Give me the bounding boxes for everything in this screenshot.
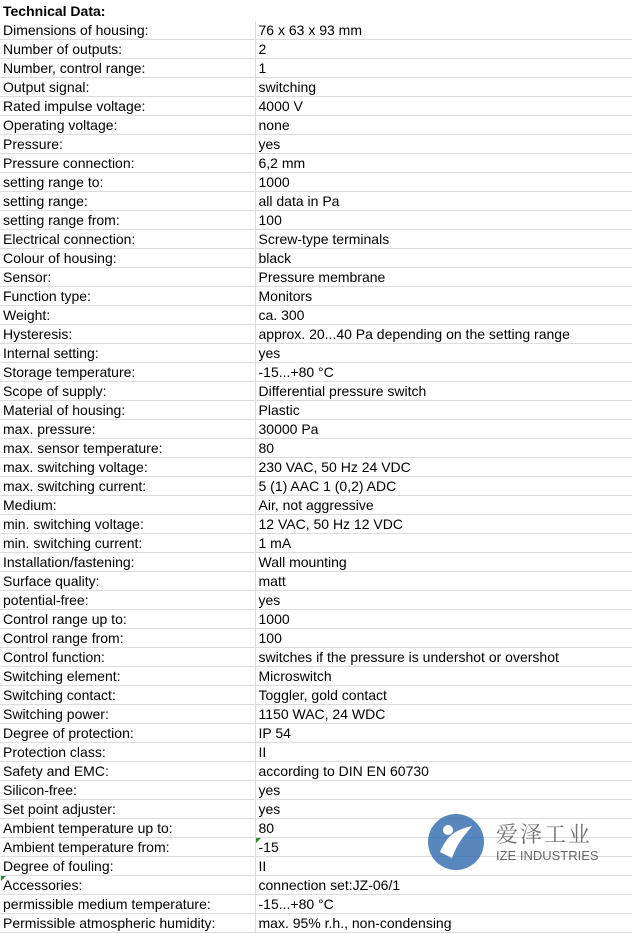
spec-value: 76 x 63 x 93 mm [255,21,632,40]
spec-label: Accessories: [0,876,255,895]
spec-row [0,306,632,325]
spec-label: Switching power: [0,705,255,724]
spec-label: potential-free: [0,591,255,610]
spec-value: 1150 WAC, 24 WDC [255,705,632,724]
spec-value: IP 54 [255,724,632,743]
spec-row [0,97,632,116]
spec-row [0,914,632,933]
spec-label: Pressure connection: [0,154,255,173]
spec-row [0,78,632,97]
spec-label: Hysteresis: [0,325,255,344]
spec-label: Output signal: [0,78,255,97]
spec-row [0,249,632,268]
spec-label: Electrical connection: [0,230,255,249]
spec-label: Silicon-free: [0,781,255,800]
watermark-cn-text: 爱泽工业 [496,823,593,848]
spec-value: according to DIN EN 60730 [255,762,632,781]
spec-row [0,781,632,800]
spec-label: Set point adjuster: [0,800,255,819]
spec-value: 6,2 mm [255,154,632,173]
spec-label: Pressure: [0,135,255,154]
spec-row [0,40,632,59]
spec-row [0,648,632,667]
spec-row [0,420,632,439]
spec-label: Storage temperature: [0,363,255,382]
spec-label: Operating voltage: [0,116,255,135]
spec-label: Rated impulse voltage: [0,97,255,116]
spec-value: 100 [255,629,632,648]
spec-row [0,477,632,496]
spec-row [0,116,632,135]
spec-row [0,572,632,591]
spec-value: approx. 20...40 Pa depending on the setting range [255,325,632,344]
spec-row [0,192,632,211]
spec-label: Weight: [0,306,255,325]
spec-label: Installation/fastening: [0,553,255,572]
spec-row [0,743,632,762]
spec-row [0,344,632,363]
spec-row [0,401,632,420]
spec-value: Plastic [255,401,632,420]
spec-label: Medium: [0,496,255,515]
spec-label: Scope of supply: [0,382,255,401]
spec-row [0,610,632,629]
spec-value: 80 [255,439,632,458]
spec-label: Internal setting: [0,344,255,363]
spec-value: 2 [255,40,632,59]
spec-row [0,458,632,477]
spec-value: yes [255,344,632,363]
spec-label: Function type: [0,287,255,306]
spec-row [0,363,632,382]
spec-label: Number of outputs: [0,40,255,59]
spec-label: Ambient temperature from: [0,838,255,857]
spec-value: 80 [255,819,632,838]
spec-value: yes [255,591,632,610]
spec-row [0,287,632,306]
spec-value: 1 mA [255,534,632,553]
spec-row [0,439,632,458]
spec-label: Control range from: [0,629,255,648]
spec-value: ca. 300 [255,306,632,325]
technical-data-body [0,21,632,933]
spec-value: 1 [255,59,632,78]
spec-value: Microswitch [255,667,632,686]
spec-value: max. 95% r.h., non-condensing [255,914,632,933]
spec-label: Colour of housing: [0,249,255,268]
spec-row [0,553,632,572]
spec-value: 4000 V [255,97,632,116]
spec-label: Surface quality: [0,572,255,591]
spec-label: Protection class: [0,743,255,762]
spec-label: Control range up to: [0,610,255,629]
cell-comment-marker [256,838,261,843]
spec-label: max. switching voltage: [0,458,255,477]
spec-row [0,496,632,515]
cell-comment-marker [1,876,6,881]
spec-row [0,21,632,40]
spec-row [0,173,632,192]
spec-label: min. switching current: [0,534,255,553]
spec-value: Differential pressure switch [255,382,632,401]
spec-label: max. pressure: [0,420,255,439]
spec-value: 1000 [255,610,632,629]
spec-label: setting range: [0,192,255,211]
spec-value: 100 [255,211,632,230]
spec-value: matt [255,572,632,591]
spec-label: Sensor: [0,268,255,287]
spec-label: Safety and EMC: [0,762,255,781]
spec-value: 30000 Pa [255,420,632,439]
spec-label: max. switching current: [0,477,255,496]
spec-value: switching [255,78,632,97]
spec-label: Ambient temperature up to: [0,819,255,838]
spec-row [0,895,632,914]
spec-row [0,629,632,648]
spec-value: -15...+80 °C [255,363,632,382]
spec-label: Dimensions of housing: [0,21,255,40]
spec-row [0,268,632,287]
spec-value: 230 VAC, 50 Hz 24 VDC [255,458,632,477]
spec-value: Pressure membrane [255,268,632,287]
spec-row [0,515,632,534]
spec-value: none [255,116,632,135]
spec-label: Control function: [0,648,255,667]
spec-label: max. sensor temperature: [0,439,255,458]
spec-value: yes [255,781,632,800]
spec-value: all data in Pa [255,192,632,211]
spec-value: II [255,743,632,762]
spec-row [0,211,632,230]
spec-label: setting range to: [0,173,255,192]
spec-label: Permissible atmospheric humidity: [0,914,255,933]
spec-value: yes [255,800,632,819]
spec-value: Wall mounting [255,553,632,572]
spec-row [0,762,632,781]
watermark-en-text: IZE INDUSTRIES [496,848,599,863]
spec-value: 1000 [255,173,632,192]
spec-row [0,325,632,344]
spec-row [0,705,632,724]
spec-row [0,667,632,686]
spec-value: -15...+80 °C [255,895,632,914]
spec-label: Degree of protection: [0,724,255,743]
spec-row [0,534,632,553]
spec-row [0,724,632,743]
spec-label: Degree of fouling: [0,857,255,876]
spec-value: connection set:JZ-06/1 [255,876,632,895]
spec-row [0,876,632,895]
spec-row [0,154,632,173]
spec-value: Monitors [255,287,632,306]
spec-row [0,135,632,154]
spec-label: permissible medium temperature: [0,895,255,914]
section-title: Technical Data: [3,3,106,19]
spec-value: Toggler, gold contact [255,686,632,705]
spec-row [0,382,632,401]
spec-value: 12 VAC, 50 Hz 12 VDC [255,515,632,534]
spec-row [0,686,632,705]
spec-row [0,591,632,610]
spec-label: Switching contact: [0,686,255,705]
spec-label: setting range from: [0,211,255,230]
spec-row [0,59,632,78]
spec-value: -15 [255,838,632,857]
spec-value: Screw-type terminals [255,230,632,249]
spec-value: black [255,249,632,268]
spec-value: Air, not aggressive [255,496,632,515]
spec-label: Material of housing: [0,401,255,420]
company-watermark [426,812,606,872]
spec-value: yes [255,135,632,154]
spec-value: 5 (1) AAC 1 (0,2) ADC [255,477,632,496]
spec-label: Number, control range: [0,59,255,78]
spec-value: II [255,857,632,876]
spec-label: min. switching voltage: [0,515,255,534]
technical-data-table [0,21,632,933]
spec-row [0,230,632,249]
spec-value: switches if the pressure is undershot or overshot [255,648,632,667]
ize-logo-icon [426,812,486,872]
spec-label: Switching element: [0,667,255,686]
